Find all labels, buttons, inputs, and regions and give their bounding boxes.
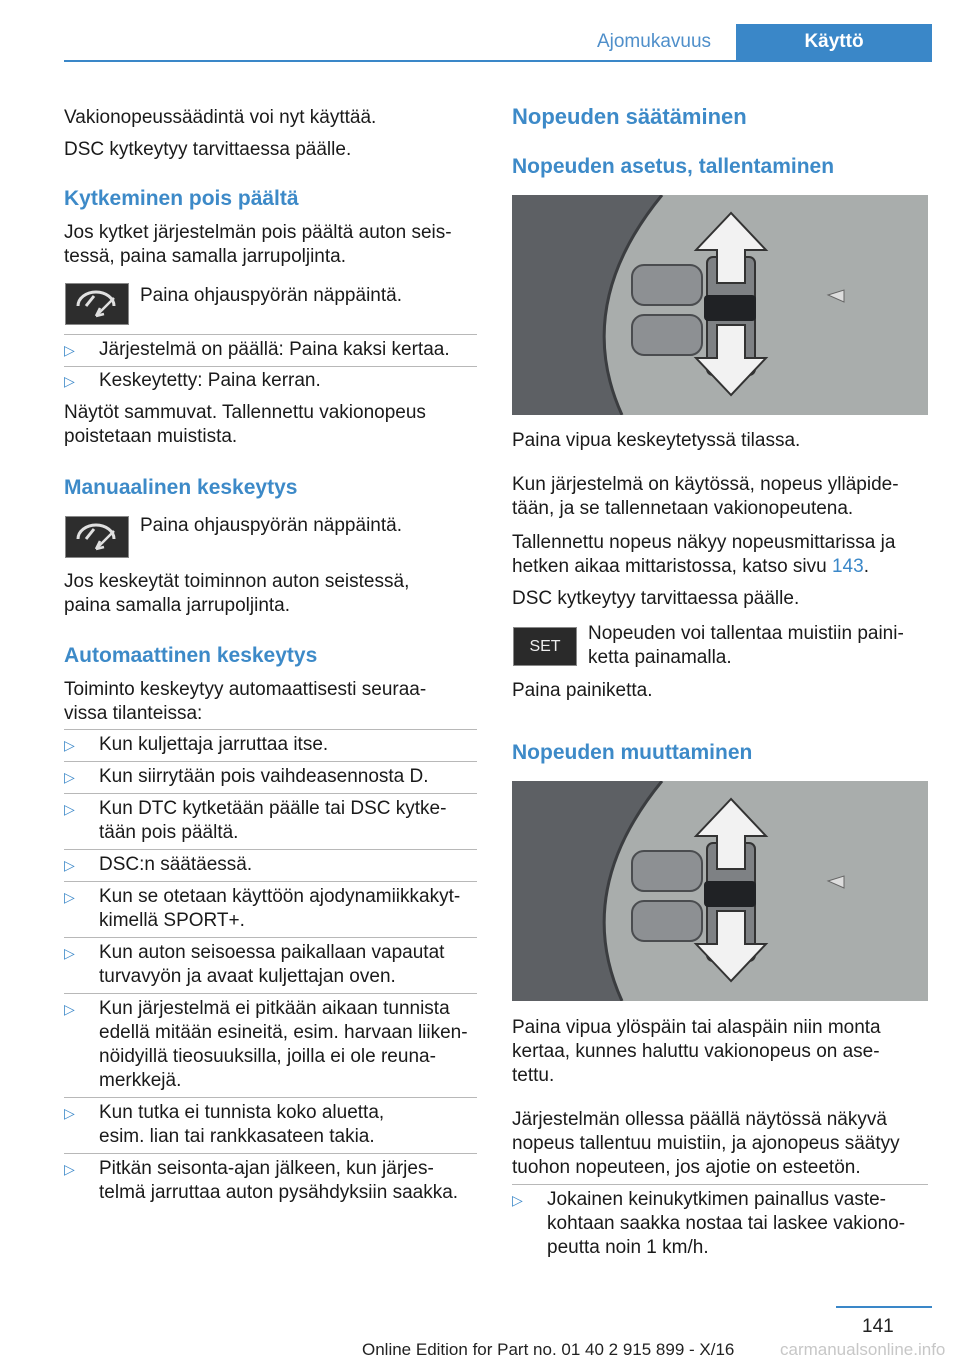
- header-section-tab[interactable]: Ajomukavuus: [572, 24, 736, 60]
- header-rule: [64, 60, 932, 62]
- triangle-bullet-icon: ▷: [64, 342, 75, 358]
- list-item: [64, 885, 477, 933]
- list-item-text: Kun kuljettaja jarruttaa itse.: [99, 734, 329, 755]
- heading-speed-adjust: Nopeuden säätäminen: [512, 104, 747, 129]
- edition-note: Online Edition for Part no. 01 40 2 915 899 - X/16: [362, 1340, 735, 1359]
- paragraph-line: Kun järjestelmä on käytössä, nopeus ylläpide-: [512, 474, 899, 495]
- cruise-control-button-icon: [65, 516, 129, 558]
- list-item-text: DSC:n säätäessä.: [99, 854, 253, 875]
- paragraph-line: Jos kytket järjestelmän pois päältä auton seis-: [64, 222, 452, 243]
- paragraph: Paina ohjauspyörän näppäintä.: [140, 515, 402, 536]
- paragraph-line: Nopeuden voi tallentaa muistiin paini-: [588, 623, 904, 644]
- paragraph: Paina painiketta.: [512, 680, 653, 701]
- triangle-bullet-icon: ▷: [512, 1192, 523, 1208]
- divider: [64, 849, 477, 850]
- paragraph-line: tessä, paina samalla jarrupoljinta.: [64, 246, 346, 267]
- divider: [512, 1184, 928, 1185]
- list-item: [512, 1188, 928, 1260]
- steering-wheel-rocker-photo: [512, 781, 928, 1001]
- triangle-bullet-icon: ▷: [64, 889, 75, 905]
- paragraph-line: tuohon nopeuteen, jos ajotie on esteetön.: [512, 1157, 861, 1178]
- list-item: [64, 369, 477, 393]
- list-item-text: nöidyillä tieosuuksilla, joilla ei ole reuna-: [99, 1046, 436, 1067]
- paragraph: DSC kytkeytyy tarvittaessa päälle.: [64, 139, 352, 160]
- list-item: [64, 338, 477, 362]
- list-item-text: Kun DTC kytketään päälle tai DSC kytke-: [99, 798, 447, 819]
- triangle-bullet-icon: ▷: [64, 1105, 75, 1121]
- triangle-bullet-icon: ▷: [64, 737, 75, 753]
- triangle-bullet-icon: ▷: [64, 857, 75, 873]
- divider: [64, 793, 477, 794]
- divider: [64, 761, 477, 762]
- divider: [64, 993, 477, 994]
- header-chapter-tab[interactable]: Käyttö: [736, 24, 932, 62]
- list-item-text: peutta noin 1 km/h.: [547, 1237, 709, 1258]
- divider: [64, 1153, 477, 1154]
- list-item: [64, 1101, 477, 1149]
- list-item-text: Kun se otetaan käyttöön ajodynamiikkakyt-: [99, 886, 461, 907]
- paragraph-line: nopeus tallentuu muistiin, ja ajonopeus säätyy: [512, 1133, 900, 1154]
- paragraph: DSC kytkeytyy tarvittaessa päälle.: [512, 588, 800, 609]
- divider: [64, 729, 477, 730]
- paragraph-line: Tallennettu nopeus näkyy nopeusmittarissa ja: [512, 532, 896, 553]
- photo-caption-line: kertaa, kunnes haluttu vakionopeus on ase-: [512, 1041, 880, 1062]
- list-item-text: turvavyön ja avaat kuljettajan oven.: [99, 966, 396, 987]
- paragraph: Vakionopeussäädintä voi nyt käyttää.: [64, 107, 377, 128]
- set-button-label: SET: [529, 638, 561, 655]
- divider: [64, 881, 477, 882]
- photo-caption-line: Paina vipua ylöspäin tai alaspäin niin monta: [512, 1017, 881, 1038]
- paragraph-line: tään, ja se tallennetaan vakionopeutena.: [512, 498, 854, 519]
- page-number: 141: [862, 1316, 894, 1337]
- heading-speed-set: Nopeuden asetus, tallentaminen: [512, 155, 835, 178]
- list-item-text: Kun siirrytään pois vaihdeasennosta D.: [99, 766, 429, 787]
- photo-caption-line: tettu.: [512, 1065, 555, 1086]
- watermark: carmanualsonline.info: [780, 1340, 946, 1359]
- list-item-text: Keskeytetty: Paina kerran.: [99, 370, 321, 391]
- photo-caption: Paina vipua keskeytetyssä tilassa.: [512, 430, 801, 451]
- cruise-control-button-icon: [65, 283, 129, 325]
- list-item-text: Kun auton seisoessa paikallaan vapautat: [99, 942, 445, 963]
- list-item-text: kimellä SPORT+.: [99, 910, 245, 931]
- list-item-text: Pitkän seisonta-ajan jälkeen, kun järjes-: [99, 1158, 434, 1179]
- paragraph-line: Toiminto keskeytyy automaattisesti seuraa-: [64, 679, 427, 700]
- divider: [64, 334, 477, 335]
- list-item-text: tään pois päältä.: [99, 822, 239, 843]
- triangle-bullet-icon: ▷: [64, 1001, 75, 1017]
- list-item-text: telmä jarruttaa auton pysähdyksiin saakka.: [99, 1182, 459, 1203]
- list-item: [64, 997, 477, 1093]
- list-item: [64, 797, 477, 845]
- list-item: [64, 1157, 477, 1205]
- paragraph-line: ketta painamalla.: [588, 647, 732, 668]
- heading-speed-change: Nopeuden muuttaminen: [512, 741, 753, 764]
- text: hetken aikaa mittaristossa, katso sivu: [512, 556, 832, 577]
- paragraph-line: Näytöt sammuvat. Tallennettu vakionopeus: [64, 402, 426, 423]
- triangle-bullet-icon: ▷: [64, 769, 75, 785]
- list-item-text: merkkejä.: [99, 1070, 182, 1091]
- paragraph-line: poistetaan muistista.: [64, 426, 238, 447]
- paragraph-line: Järjestelmän ollessa päällä näytössä näkyvä: [512, 1109, 887, 1130]
- paragraph-line: Jos keskeytät toiminnon auton seistessä,: [64, 571, 410, 592]
- triangle-bullet-icon: ▷: [64, 945, 75, 961]
- page-link[interactable]: 143: [831, 556, 864, 577]
- heading-manual-interrupt: Manuaalinen keskeytys: [64, 476, 298, 499]
- set-button-icon: [513, 627, 577, 666]
- triangle-bullet-icon: ▷: [64, 801, 75, 817]
- divider: [64, 1097, 477, 1098]
- list-item-text: kohtaan saakka nostaa tai laskee vakiono-: [547, 1213, 906, 1234]
- paragraph-line: [512, 555, 869, 579]
- triangle-bullet-icon: ▷: [64, 1161, 75, 1177]
- triangle-bullet-icon: ▷: [64, 373, 75, 389]
- text: .: [863, 556, 869, 577]
- list-item-text: Kun tutka ei tunnista koko aluetta,: [99, 1102, 385, 1123]
- heading-automatic-interrupt: Automaattinen keskeytys: [64, 644, 318, 667]
- steering-wheel-rocker-photo: [512, 195, 928, 415]
- list-item-text: Jokainen keinukytkimen painallus vaste-: [547, 1189, 887, 1210]
- list-item: [64, 733, 477, 757]
- paragraph-line: paina samalla jarrupoljinta.: [64, 595, 291, 616]
- footer-rule: [836, 1306, 932, 1308]
- list-item-text: Järjestelmä on päällä: Paina kaksi kertaa.: [99, 339, 450, 360]
- paragraph-line: vissa tilanteissa:: [64, 703, 203, 724]
- heading-switch-off: Kytkeminen pois päältä: [64, 187, 299, 210]
- paragraph: Paina ohjauspyörän näppäintä.: [140, 285, 402, 306]
- divider: [64, 937, 477, 938]
- list-item: [64, 765, 477, 789]
- divider: [64, 366, 477, 367]
- list-item-text: esim. lian tai rankkasateen takia.: [99, 1126, 375, 1147]
- list-item: [64, 853, 477, 877]
- list-item-text: Kun järjestelmä ei pitkään aikaan tunnista: [99, 998, 450, 1019]
- list-item-text: edellä mitään esineitä, esim. harvaan liiken-: [99, 1022, 468, 1043]
- list-item: [64, 941, 477, 989]
